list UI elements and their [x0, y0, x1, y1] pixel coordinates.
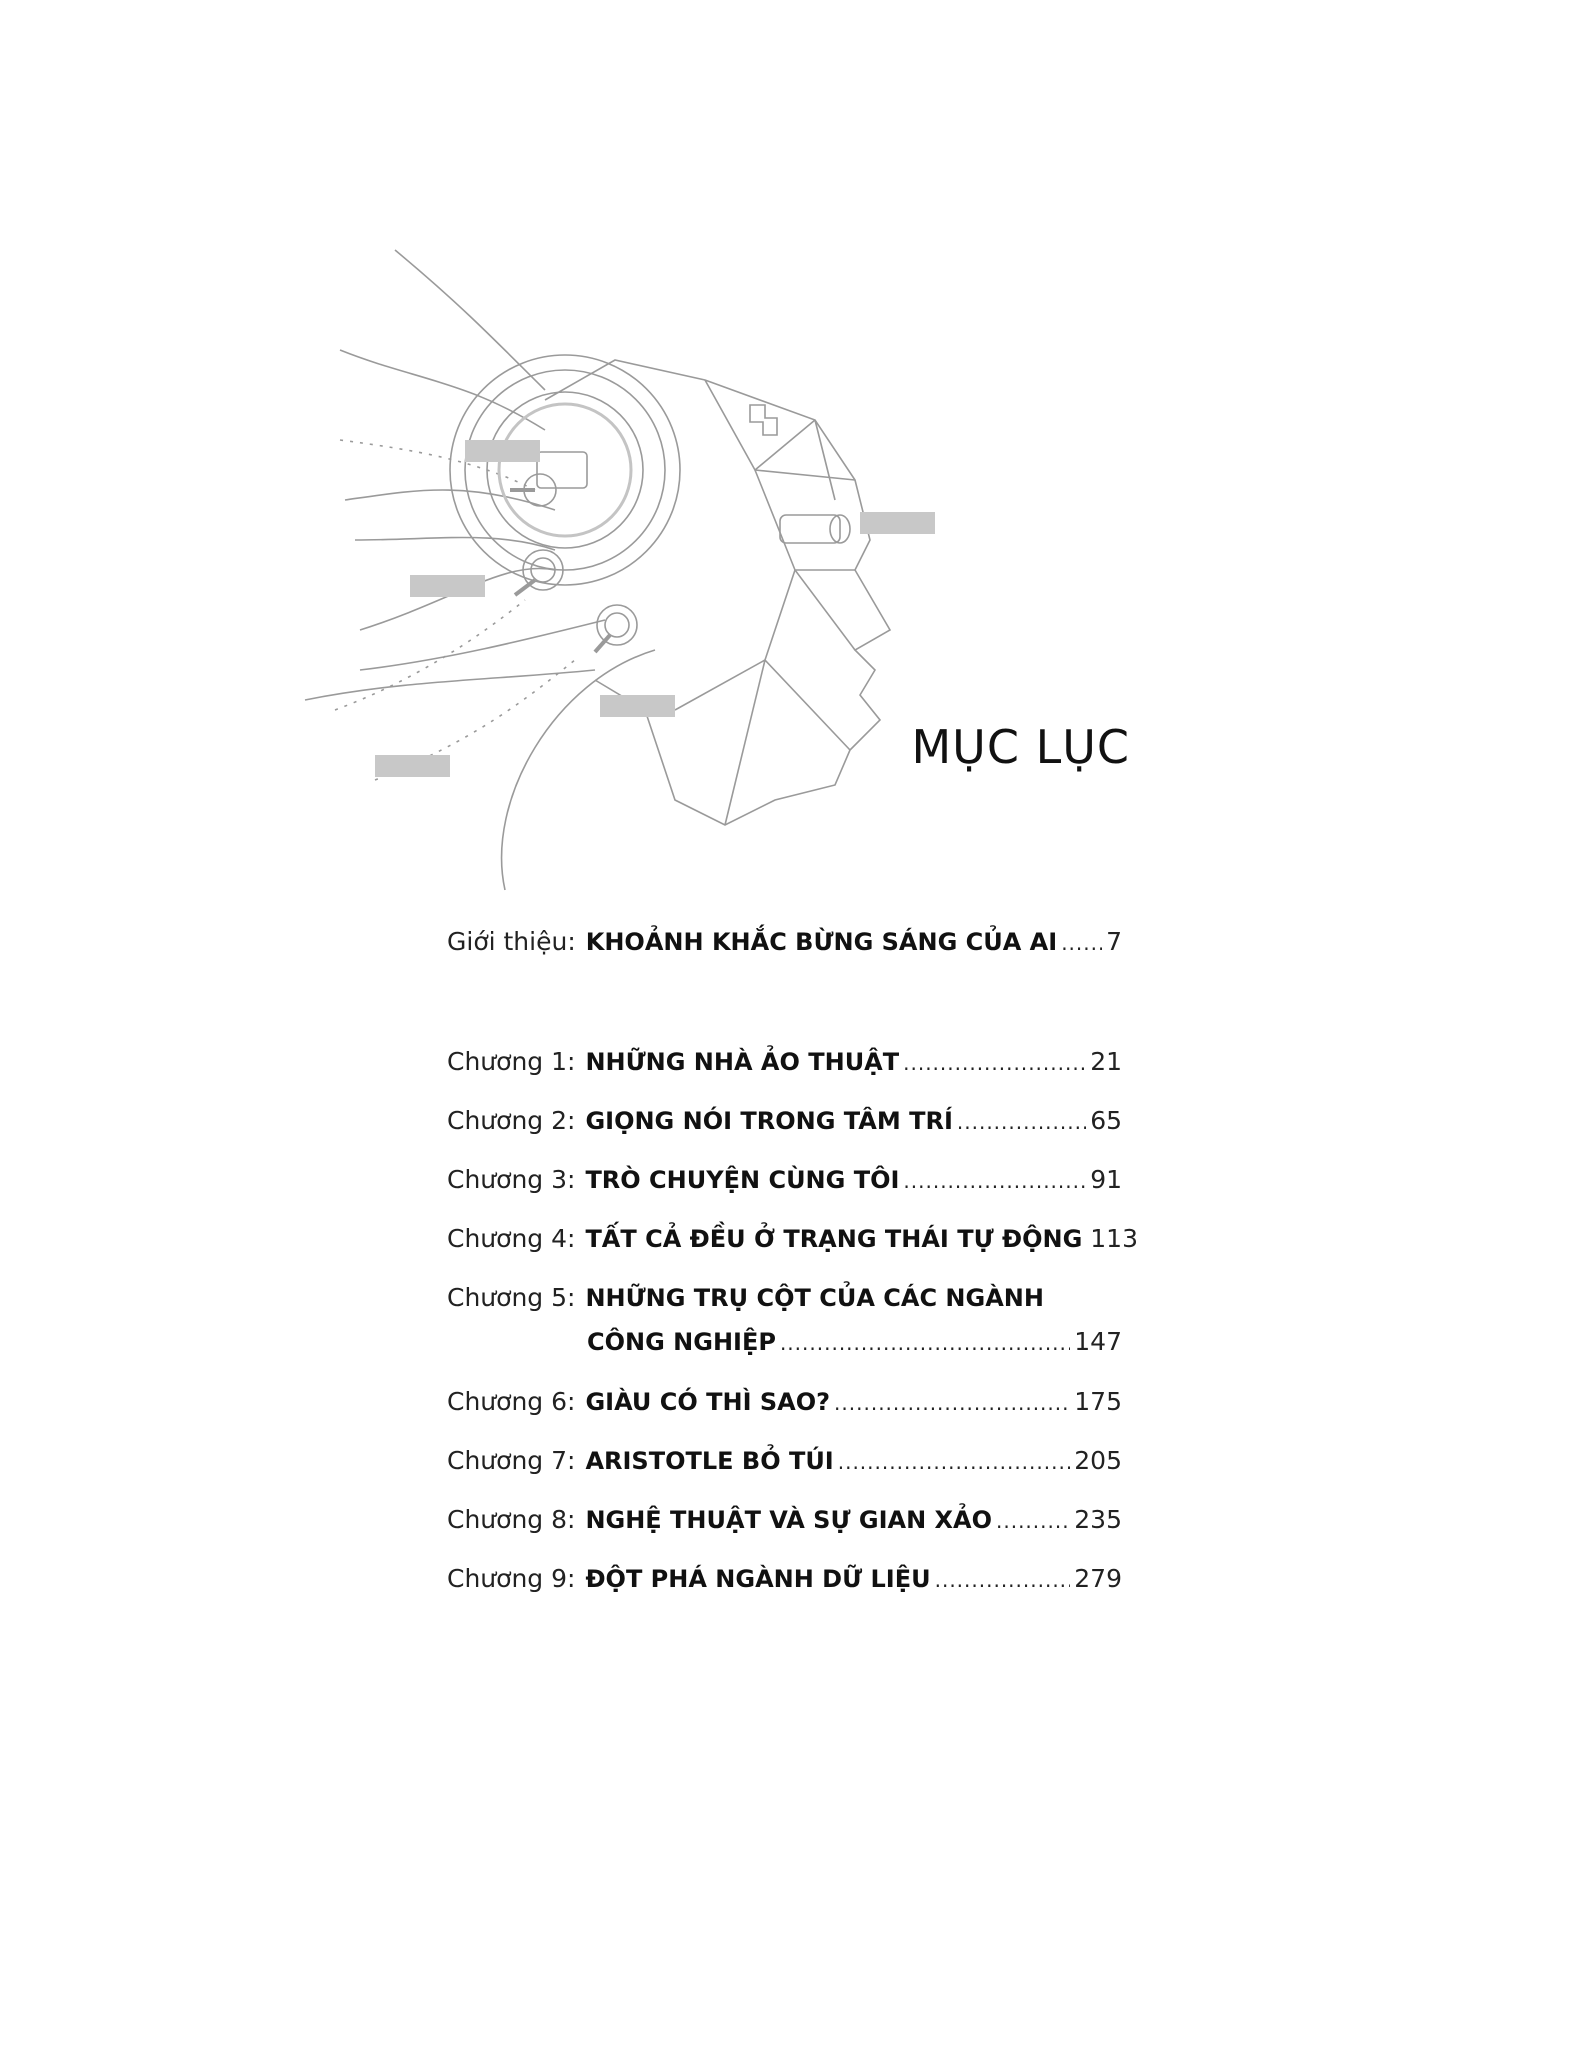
entry-prefix: Chương 9:	[447, 1564, 576, 1593]
entry-title: KHOẢNH KHẮC BỪNG SÁNG CỦA AI	[585, 928, 1058, 956]
entry-prefix: Chương 7:	[447, 1446, 576, 1475]
entry-title: GIỌNG NÓI TRONG TÂM TRÍ	[585, 1107, 953, 1135]
toc-entry-intro[interactable]	[447, 920, 1122, 965]
page-title: MỤC LỤC	[911, 720, 1130, 774]
entry-title: NHỮNG NHÀ ẢO THUẬT	[585, 1048, 900, 1076]
entry-prefix: Chương 5:	[447, 1283, 576, 1312]
entry-prefix: Chương 2:	[447, 1106, 576, 1135]
entry-page-number: 91	[1090, 1165, 1122, 1194]
toc-entry-chapter-8[interactable]	[447, 1498, 1122, 1543]
toc-entry-chapter-1[interactable]	[447, 1040, 1122, 1085]
dot-leader	[903, 1159, 1086, 1203]
toc-entry-chapter-4[interactable]	[447, 1217, 1138, 1262]
entry-page-number: 65	[1090, 1106, 1122, 1135]
dot-leader	[935, 1558, 1071, 1602]
dot-leader	[838, 1440, 1071, 1484]
dot-leader	[957, 1100, 1086, 1144]
dot-leader	[780, 1321, 1070, 1365]
entry-title-line2: CÔNG NGHIỆP	[587, 1328, 776, 1356]
ai-head-illustration	[295, 240, 995, 900]
toc-entry-chapter-3[interactable]	[447, 1158, 1122, 1203]
toc-entry-chapter-5-continued[interactable]	[587, 1320, 1122, 1365]
entry-prefix: Chương 6:	[447, 1387, 576, 1416]
entry-title-line1: NHỮNG TRỤ CỘT CỦA CÁC NGÀNH	[585, 1284, 1044, 1312]
entry-title: ĐỘT PHÁ NGÀNH DỮ LIỆU	[585, 1565, 931, 1593]
entry-title: ARISTOTLE BỎ TÚI	[585, 1447, 834, 1475]
dot-leader	[903, 1041, 1086, 1085]
entry-title: TRÒ CHUYỆN CÙNG TÔI	[585, 1166, 900, 1194]
entry-prefix: Chương 1:	[447, 1047, 576, 1076]
entry-prefix: Chương 8:	[447, 1505, 576, 1534]
toc-entry-chapter-7[interactable]	[447, 1439, 1122, 1484]
entry-title: GIÀU CÓ THÌ SAO?	[585, 1388, 831, 1416]
toc-entry-chapter-5[interactable]	[447, 1276, 1122, 1320]
dot-leader	[834, 1381, 1070, 1425]
dot-leader	[1061, 921, 1102, 965]
entry-page-number: 21	[1090, 1047, 1122, 1076]
entry-page-number: 205	[1074, 1446, 1122, 1475]
entry-page-number: 279	[1074, 1564, 1122, 1593]
entry-prefix: Giới thiệu:	[447, 927, 576, 956]
toc-entry-chapter-6[interactable]	[447, 1380, 1122, 1425]
entry-title: NGHỆ THUẬT VÀ SỰ GIAN XẢO	[585, 1506, 992, 1534]
entry-page-number: 7	[1106, 927, 1122, 956]
entry-title: TẤT CẢ ĐỀU Ở TRẠNG THÁI TỰ ĐỘNG	[585, 1225, 1083, 1253]
entry-page-number: 113	[1090, 1224, 1138, 1253]
dot-leader	[996, 1499, 1070, 1543]
entry-page-number: 175	[1074, 1387, 1122, 1416]
toc-entry-chapter-2[interactable]	[447, 1099, 1122, 1144]
entry-page-number: 235	[1074, 1505, 1122, 1534]
entry-prefix: Chương 3:	[447, 1165, 576, 1194]
entry-page-number: 147	[1074, 1327, 1122, 1356]
toc-entry-chapter-9[interactable]	[447, 1557, 1122, 1602]
entry-prefix: Chương 4:	[447, 1224, 576, 1253]
